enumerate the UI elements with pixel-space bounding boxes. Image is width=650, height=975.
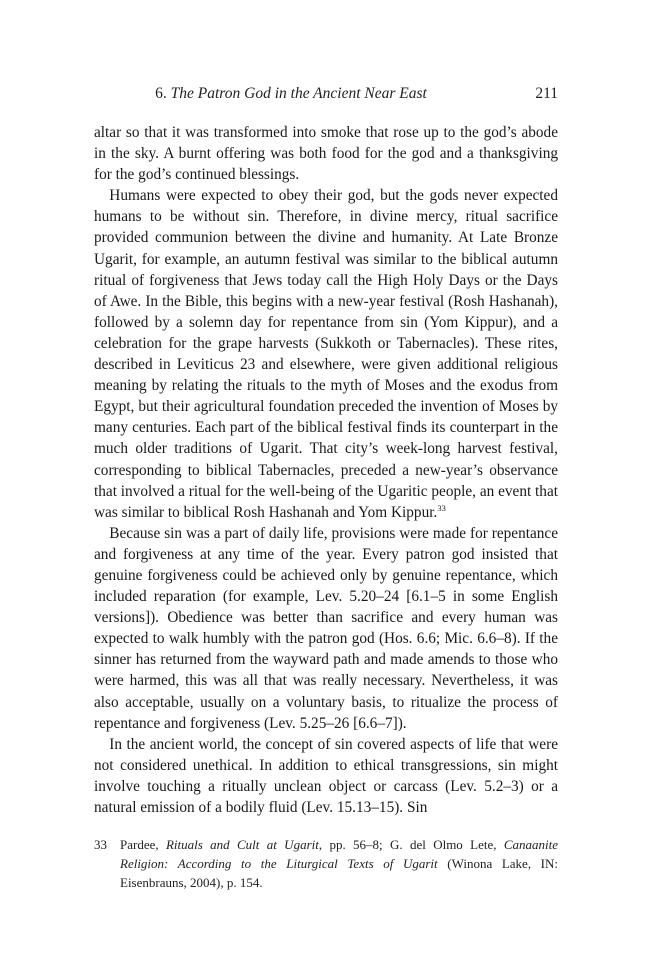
footnote-text (120, 835, 558, 892)
paragraph (94, 185, 558, 523)
page (94, 82, 558, 818)
chapter-heading (94, 82, 488, 106)
footnote-author: Pardee, (120, 837, 159, 852)
footnote-title: Canaanite Religion: According to the Liturgical Texts of Ugarit (120, 837, 559, 871)
chapter-title: The Patron God in the Ancient Near East (170, 85, 427, 102)
chapter-number: 6. (155, 85, 167, 102)
footnotes (94, 835, 558, 892)
footnote-reference[interactable]: 33 (437, 502, 446, 513)
page-number: 211 (535, 85, 558, 102)
paragraph (94, 122, 558, 185)
paragraph-text: Because sin was a part of daily life, provisions were made for repentance and forgiveness at any time of the year. Every patron god insisted that genuine forgiveness could be achieved only by genuine repentance, which included reparation (for example, Lev. 5.20–24 [6.1–5 in some English versions]). Obedience was better than sacrifice and every human was expected to walk humbly with the patron god (Hos. 6.6; Mic. 6.6–8). If the sinner has returned from the wayward path and made amends to those who were harmed, this was all that was really necessary. Nevertheless, it was also acceptable, usually on a voluntary basis, to ritualize the process of repentance and forgiveness (Lev. 5.25–26 [6.6–7]). (94, 524, 558, 732)
body-text (94, 122, 558, 818)
paragraph (94, 523, 558, 734)
paragraph-text: Humans were expected to obey their god, but the gods never expected humans to be without sin. Therefore, in divine mercy, ritual sacrifice provided communion between the divine and humanity. At Late Bronze Ugarit, for example, an autumn festival was similar to the biblical autumn ritual of forgiveness that Jews today call the High Holy Days or the Days of Awe. In the Bible, this begins with a new-year festival (Rosh Hashanah), followed by a solemn day for repentance from sin (Yom Kippur), and a celebration for the grape harvests (Sukkoth or Tabernacles). These rites, described in Leviticus 23 and elsewhere, were given additional religious meaning by relating the rituals to the myth of Moses and the exodus from Egypt, but their agricultural foundation preceded the invention of Moses by many centuries. Each part of the biblical festival finds its counterpart in the much older traditions of Ugarit. That city’s week-long harvest festival, corresponding to biblical Tabernacles, preceded a new-year’s observance that involved a ritual for the well-being of the Ugaritic people, an event that was similar to biblical Rosh Hashanah and Yom Kippur. (94, 187, 558, 521)
paragraph-text: altar so that it was transformed into smoke that rose up to the god’s abode in the sky. A burnt offering was both food for the god and a thanksgiving for the god’s continued blessings. (94, 124, 558, 184)
paragraph-text: In the ancient world, the concept of sin covered aspects of life that were not considered unethical. In addition to ethical transgressions, sin might involve touching a ritually unclean object or carcass (Lev. 5.2–3) or a natural emission of a bodily fluid (Lev. 15.13–15). Sin (94, 735, 558, 816)
running-head (94, 82, 558, 106)
footnote-number: 33 (94, 837, 107, 852)
footnote-publisher: (Winona Lake, IN: Eisenbrauns, 2004), p. 154. (120, 856, 559, 890)
paragraph (94, 734, 558, 818)
footnote-title: Rituals and Cult at Ugarit (165, 837, 319, 852)
footnote-pages: , pp. 56–8; G. del Olmo Lete, (318, 837, 497, 852)
footnote (94, 835, 558, 892)
